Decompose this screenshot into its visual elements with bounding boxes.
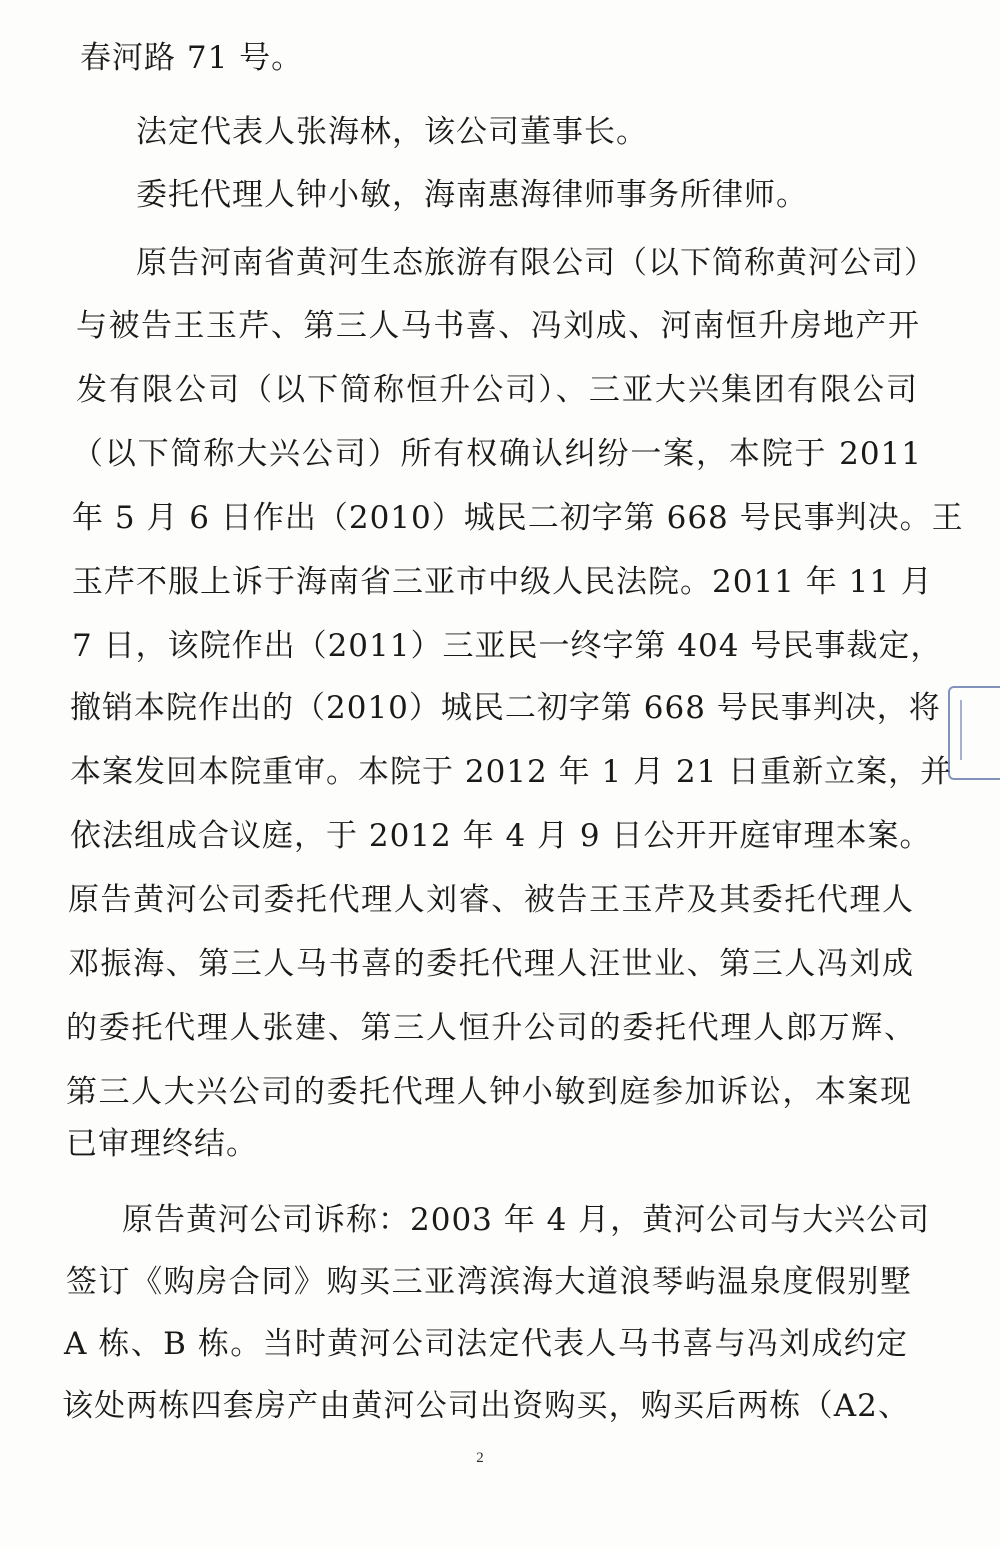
text-line: 春河路 71 号。 [80,40,304,76]
text-line: 本案发回本院重审。本院于 2012 年 1 月 21 日重新立案，并 [70,754,953,790]
seam-stamp-mark [960,700,992,760]
text-line: 玉芹不服上诉于海南省三亚市中级人民法院。2011 年 11 月 [72,564,933,600]
text-line: 委托代理人钟小敏，海南惠海律师事务所律师。 [136,177,808,213]
text-line: 已审理终结。 [66,1126,258,1162]
text-line: 原告黄河公司诉称：2003 年 4 月，黄河公司与大兴公司 [122,1202,931,1238]
text-line: （以下简称大兴公司）所有权确认纠纷一案，本院于 2011 [72,436,922,472]
text-line: 7 日，该院作出（2011）三亚民一终字第 404 号民事裁定， [72,628,943,664]
text-line: 原告河南省黄河生态旅游有限公司（以下简称黄河公司） [136,245,936,281]
text-line: A 栋、B 栋。当时黄河公司法定代表人马书喜与冯刘成约定 [64,1326,908,1362]
text-line: 发有限公司（以下简称恒升公司）、三亚大兴集团有限公司 [76,372,918,408]
text-line: 年 5 月 6 日作出（2010）城民二初字第 668 号民事判决。王 [72,500,964,536]
text-line: 该处两栋四套房产由黄河公司出资购买，购买后两栋（A2、 [62,1388,910,1424]
text-line: 法定代表人张海林，该公司董事长。 [136,114,648,150]
page-number: 2 [476,1450,484,1466]
text-line: 的委托代理人张建、第三人恒升公司的委托代理人郎万辉、 [66,1010,916,1046]
text-line: 依法组成合议庭，于 2012 年 4 月 9 日公开开庭审理本案。 [70,818,932,854]
text-line: 签订《购房合同》购买三亚湾滨海大道浪琴屿温泉度假别墅 [66,1264,912,1300]
text-line: 与被告王玉芹、第三人马书喜、冯刘成、河南恒升房地产开 [76,308,920,344]
text-line: 原告黄河公司委托代理人刘睿、被告王玉芹及其委托代理人 [68,882,914,918]
text-line: 邓振海、第三人马书喜的委托代理人汪世业、第三人冯刘成 [68,946,914,982]
text-line: 第三人大兴公司的委托代理人钟小敏到庭参加诉讼，本案现 [66,1074,912,1110]
text-line: 撤销本院作出的（2010）城民二初字第 668 号民事判决，将 [70,690,941,726]
